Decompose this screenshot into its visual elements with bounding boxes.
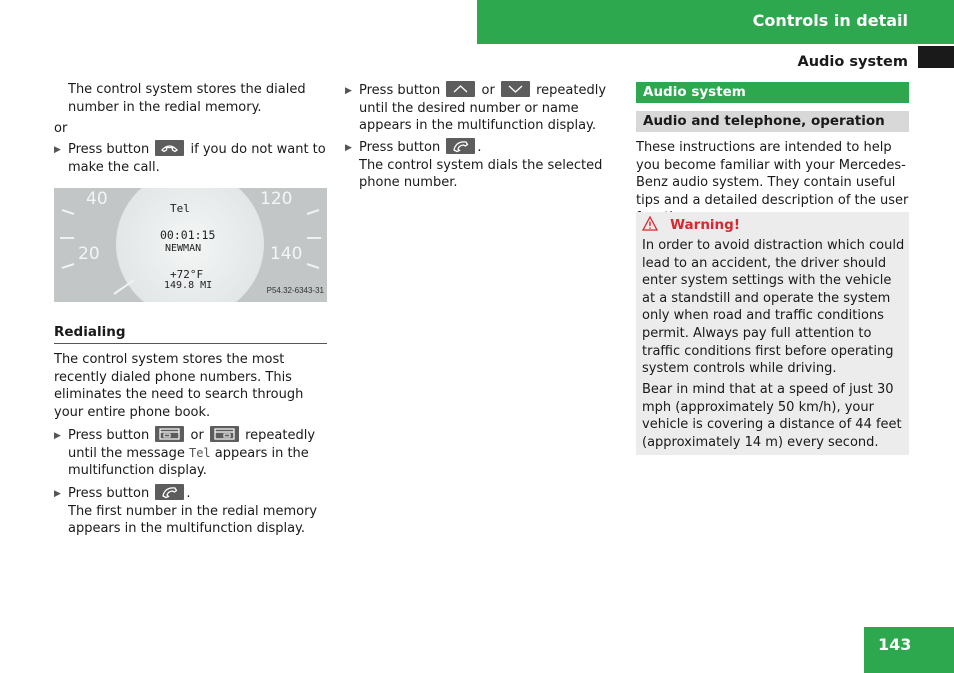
instruction-select-tel: ▶ Press button or repeatedly until the message Tel appears in the multifunction display. (54, 428, 316, 479)
instruction-scroll-number: ▶ Press button or repeatedly until the desired number or name appears in the multifunction display. (345, 83, 607, 134)
redialing-heading: Redialing (54, 324, 126, 340)
send-call-icon (446, 138, 475, 154)
scroll-down-icon (501, 81, 530, 97)
warning-paragraph-1: In order to avoid distraction which could lead to an accident, the driver should enter system settings with the vehicle at a standstill and operate the system only when road and traffic conditions permit. Always pay full attention to traffic conditions first before operating system controls while driving. (642, 238, 905, 377)
instruction-end-call: ▶ Press button if you do not want to make the call. (54, 142, 326, 175)
audio-telephone-bar: Audio and telephone, operation (636, 111, 909, 132)
instruction-send-redial: ▶ Press button . The first number in the redial memory appears in the multifunction display. (54, 486, 318, 537)
display-distance: 149.8 MI (164, 280, 213, 291)
warning-header: Warning! (642, 216, 740, 235)
arrow-bullet-icon: ▶ (54, 489, 61, 499)
chapter-tab (918, 46, 954, 68)
speed-label-120: 120 (260, 189, 293, 209)
instruction-dial-selected: ▶ Press button . The control system dials the selected phone number. (345, 140, 603, 191)
page-down-icon (210, 426, 239, 442)
or-label: or (54, 121, 68, 136)
audio-system-bar: Audio system (636, 82, 909, 103)
arrow-bullet-icon: ▶ (345, 86, 352, 96)
end-call-icon (155, 140, 184, 156)
speed-label-140: 140 (270, 244, 303, 264)
display-tel: Tel (170, 202, 190, 215)
send-call-icon (155, 484, 184, 500)
message-tel: Tel (188, 445, 211, 460)
page-number-box (864, 627, 954, 673)
arrow-bullet-icon: ▶ (345, 143, 352, 153)
section-title: Controls in detail (752, 11, 908, 30)
scroll-up-icon (446, 81, 475, 97)
display-time: 00:01:15 (160, 228, 216, 242)
arrow-bullet-icon: ▶ (54, 145, 61, 155)
redialing-rule (54, 343, 327, 344)
page-number: 143 (878, 635, 912, 654)
instrument-cluster-photo (54, 188, 327, 302)
paragraph-redial-stored: The control system stores the dialed number in the redial memory. (68, 82, 306, 115)
intro-paragraph: These instructions are intended to help you become familiar with your Mercedes-Benz audio system. They contain useful tips and a detailed description of the user (636, 140, 909, 208)
warning-triangle-icon (642, 216, 658, 231)
display-temp: +72°F (170, 268, 204, 281)
warning-box (636, 212, 909, 455)
subsection-title: Audio system (797, 54, 908, 70)
redialing-paragraph: The control system stores the most recently dialed phone numbers. This eliminates the need to search through your entire phone book. (54, 352, 304, 420)
speed-label-40: 40 (86, 189, 108, 209)
warning-paragraph-2: Bear in mind that at a speed of just 30 mph (approximately 50 km/h), your vehicle is covering a distance of 44 feet (approximately 14 m) every second. (642, 382, 902, 450)
page-up-icon (155, 426, 184, 442)
photo-code: P54.32-6343-31 (266, 286, 324, 296)
speed-label-20: 20 (78, 244, 100, 264)
display-name: NEWMAN (165, 243, 202, 254)
arrow-bullet-icon: ▶ (54, 431, 61, 441)
